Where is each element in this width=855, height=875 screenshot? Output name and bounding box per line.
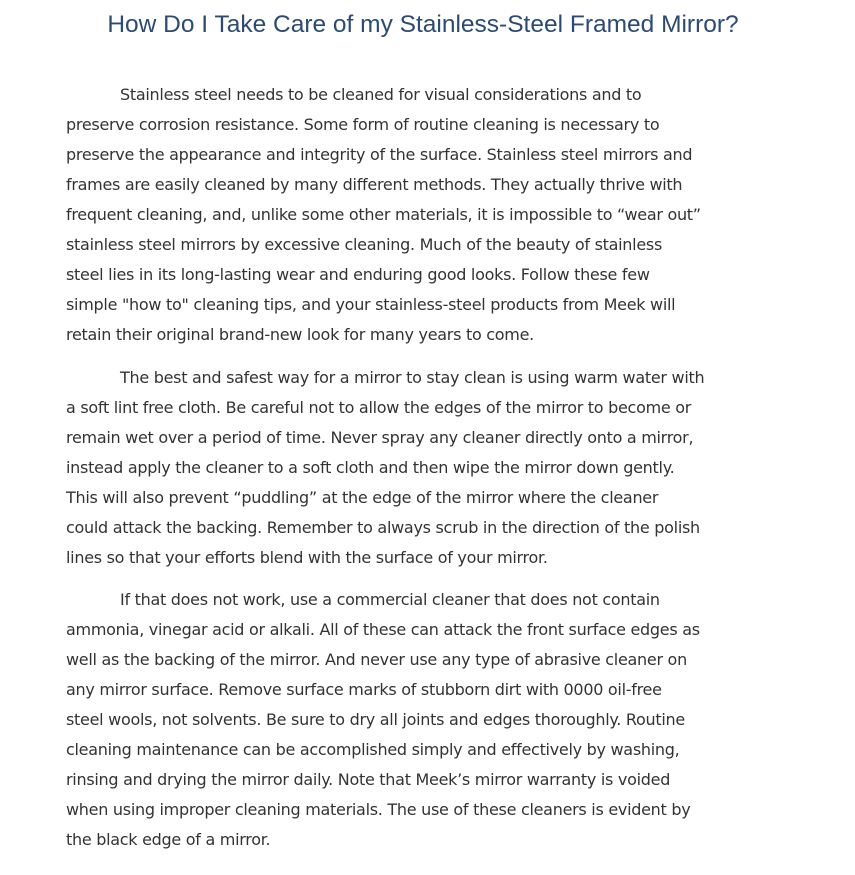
paragraph-3 [66, 585, 778, 855]
document-title: How Do I Take Care of my Stainless-Steel Framed Mirror? [107, 11, 739, 38]
paragraph-line: frames are easily cleaned by many different methods. They actually thrive with [66, 175, 683, 194]
paragraph-line: steel wools, not solvents. Be sure to dry all joints and edges thoroughly. Routine [66, 710, 685, 729]
paragraph-line: well as the backing of the mirror. And never use any type of abrasive cleaner on [66, 650, 687, 669]
paragraph-line: The best and safest way for a mirror to stay clean is using warm water with [120, 368, 705, 387]
paragraph-line: steel lies in its long-lasting wear and enduring good looks. Follow these few [66, 265, 650, 284]
paragraph-line: could attack the backing. Remember to always scrub in the direction of the polish [66, 518, 700, 537]
paragraph-line: lines so that your efforts blend with the surface of your mirror. [66, 548, 548, 567]
paragraph-line: any mirror surface. Remove surface marks of stubborn dirt with 0000 oil-free [66, 680, 662, 699]
paragraph-line: retain their original brand-new look for many years to come. [66, 325, 534, 344]
paragraph-line: remain wet over a period of time. Never spray any cleaner directly onto a mirror, [66, 428, 694, 447]
paragraph-line: when using improper cleaning materials. The use of these cleaners is evident by [66, 800, 691, 819]
paragraph-line: stainless steel mirrors by excessive cleaning. Much of the beauty of stainless [66, 235, 663, 254]
paragraph-line: ammonia, vinegar acid or alkali. All of these can attack the front surface edges as [66, 620, 700, 639]
paragraph-line: If that does not work, use a commercial cleaner that does not contain [120, 590, 660, 609]
paragraph-line: Stainless steel needs to be cleaned for visual considerations and to [120, 85, 642, 104]
paragraph-line: preserve corrosion resistance. Some form of routine cleaning is necessary to [66, 115, 660, 134]
paragraph-line: preserve the appearance and integrity of the surface. Stainless steel mirrors and [66, 145, 693, 164]
paragraph-line: cleaning maintenance can be accomplished simply and effectively by washing, [66, 740, 680, 759]
paragraph-line: instead apply the cleaner to a soft cloth and then wipe the mirror down gently. [66, 458, 675, 477]
paragraph-line: frequent cleaning, and, unlike some other materials, it is impossible to “wear out” [66, 205, 701, 224]
paragraph-line: the black edge of a mirror. [66, 830, 271, 849]
paragraph-line: rinsing and drying the mirror daily. Note that Meek’s mirror warranty is voided [66, 770, 671, 789]
paragraph-line: simple "how to" cleaning tips, and your stainless-steel products from Meek will [66, 295, 676, 314]
paragraph-line: This will also prevent “puddling” at the edge of the mirror where the cleaner [66, 488, 659, 507]
paragraph-2 [66, 363, 778, 573]
paragraph-line: a soft lint free cloth. Be careful not to allow the edges of the mirror to become or [66, 398, 692, 417]
paragraph-1 [66, 80, 778, 350]
